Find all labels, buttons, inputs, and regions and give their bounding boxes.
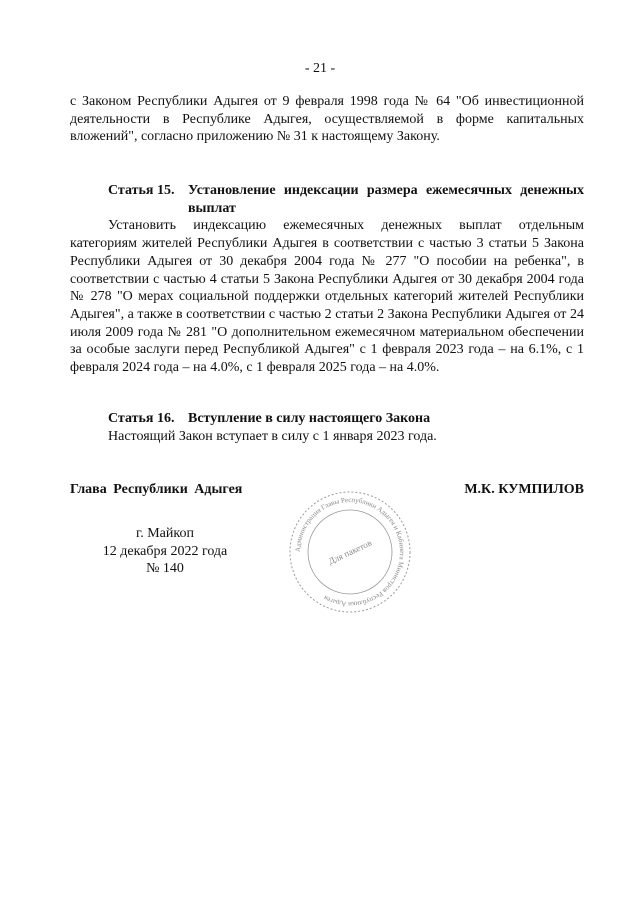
article-16-title: Вступление в силу настоящего Закона bbox=[188, 411, 431, 426]
law-date: 12 декабря 2022 года bbox=[102, 543, 228, 559]
article-16-number: Статья 16. bbox=[108, 411, 175, 426]
article-16 bbox=[70, 410, 584, 445]
article-15-title: Установление индексации размера ежемесячных денежных выплат bbox=[188, 183, 584, 216]
city: г. Майкоп bbox=[136, 526, 194, 541]
page-number: - 21 - bbox=[304, 61, 336, 76]
article-16-body: Настоящий Закон вступает в силу с 1 января 2023 года. bbox=[108, 428, 437, 444]
article-15-body: Установить индексацию ежемесячных денежных выплат отдельным категориям жителей Республики Адыгея в соответствии с частью 3 статьи 5 Закона Республики Адыгея от 30 декабря 2004 года № 277 "О пособии на ребенка", в соответствии с частью 4 статьи 5 Закона Республики Адыгея от 30 декабря 2004 года № 278 "О мерах социальной поддержки отдельных категорий жителей Республики Адыгея", а также в соответствии с частью 2 статьи 2 Закона Республики Адыгея от 24 июля 2009 года № 281 "О дополнительном ежемесячном материальном обеспечении за особые заслуги перед Республикой Адыгея" с 1 февраля 2023 года – на 6.1%, с 1 февраля 2024 года – на 4.0%, с 1 февраля 2025 года – на 4.0%. bbox=[70, 218, 584, 376]
article-15-heading bbox=[70, 182, 584, 217]
signer-name: М.К. КУМПИЛОВ bbox=[464, 482, 584, 497]
official-stamp-seal bbox=[285, 490, 415, 615]
stamp-center-text: Для пакетов bbox=[326, 537, 374, 567]
article-15-number: Статья 15. bbox=[108, 183, 175, 198]
article-15 bbox=[70, 182, 584, 377]
article-16-heading bbox=[70, 410, 584, 428]
place-date-block bbox=[80, 525, 250, 578]
signer-title: Глава Республики Адыгея bbox=[70, 482, 243, 497]
intro-paragraph: с Законом Республики Адыгея от 9 февраля 1998 года № 64 "Об инвестиционной деятельности в Республике Адыгея, осуществляемой в форме капитальных вложений", согласно приложению № 31 к настоящему Закону. bbox=[70, 94, 584, 145]
law-number: № 140 bbox=[146, 561, 184, 577]
stamp-ring-text: Администрация Главы Республики Адыгея и Кабинета Министров Республики Адыгея bbox=[293, 495, 407, 609]
